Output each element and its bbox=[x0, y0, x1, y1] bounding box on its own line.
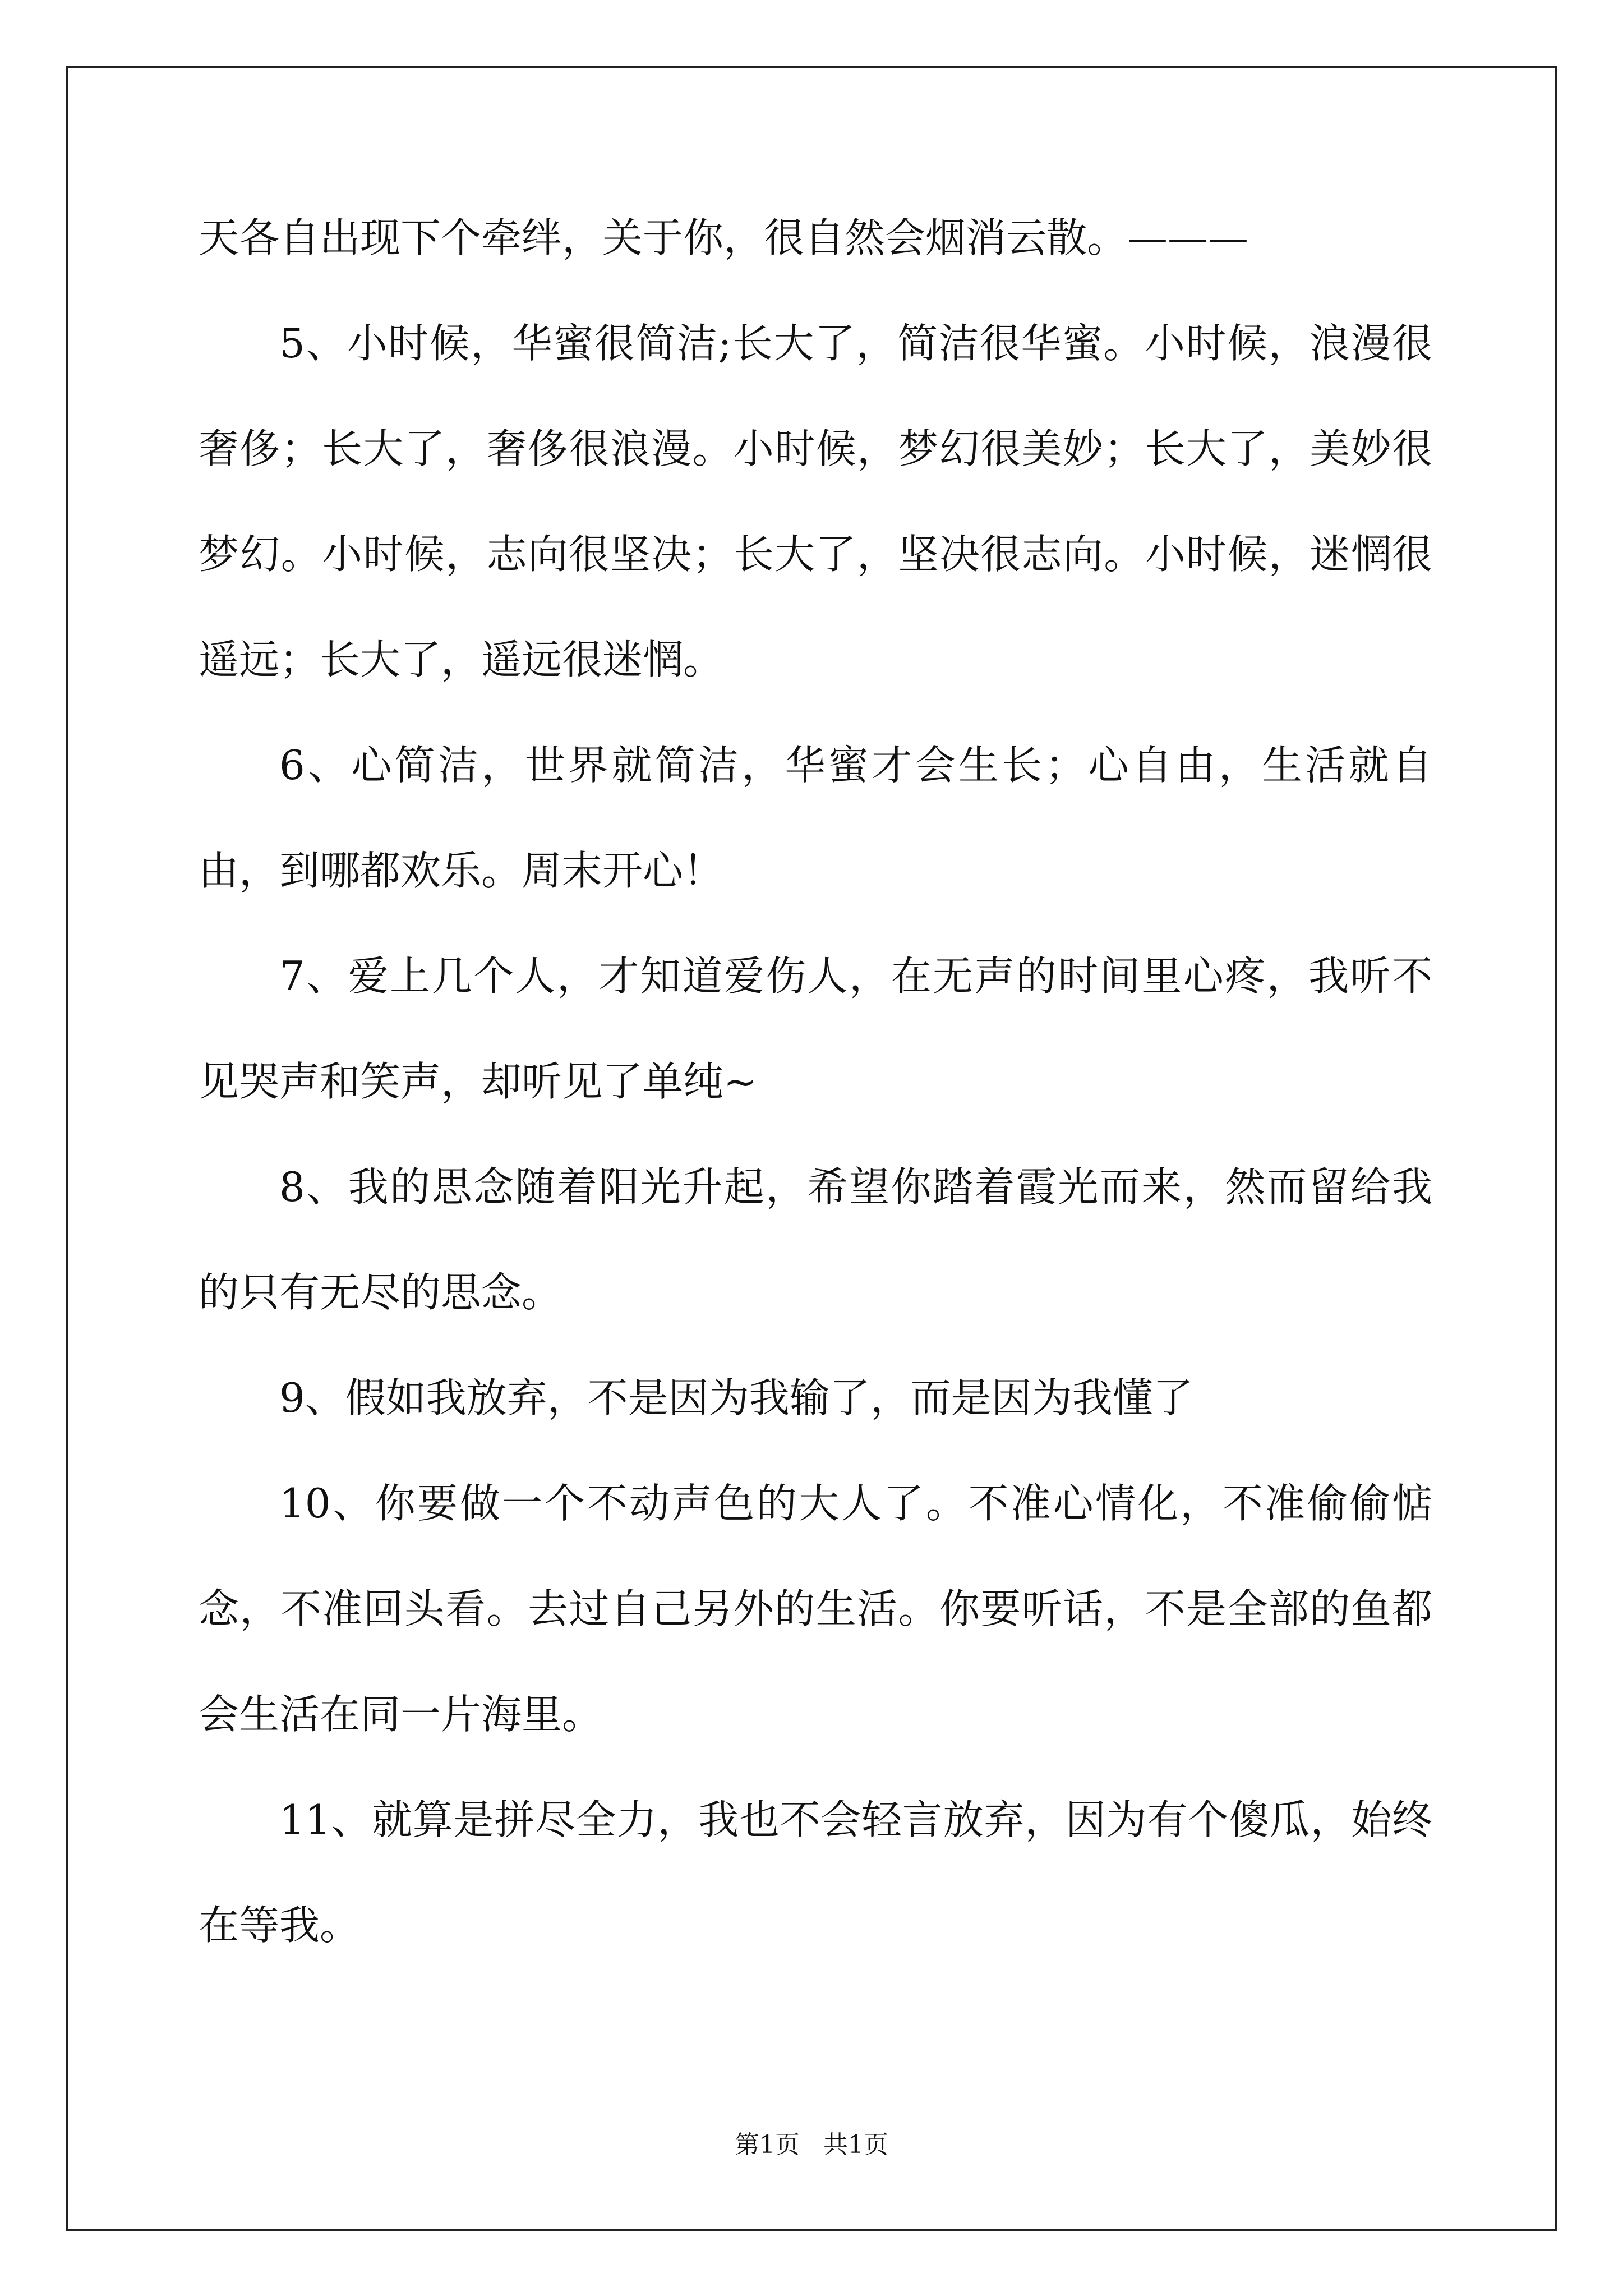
paragraph-continuation: 天各自出现下个牵绊，关于你，很自然会烟消云散。——— bbox=[199, 214, 1249, 261]
paragraph-item-5: 5、小时候，华蜜很简洁;长大了，简洁很华蜜。小时候，浪漫很奢侈；长大了，奢侈很浪漫。小时候，梦幻很美妙；长大了，美妙很梦幻。小时候，志向很坚决；长大了，坚决很志向。小时候，迷惘很遥远；长大了，遥远很迷惘。 bbox=[199, 320, 1432, 683]
paragraph-item-7: 7、爱上几个人，才知道爱伤人，在无声的时间里心疼，我听不见哭声和笑声，却听见了单纯~ bbox=[199, 953, 1432, 1105]
page-footer: 第1页 共1页 bbox=[735, 2131, 888, 2159]
paragraph-item-10: 10、你要做一个不动声色的大人了。不准心情化，不准偷偷惦念，不准回头看。去过自己另外的生活。你要听话，不是全部的鱼都会生活在同一片海里。 bbox=[199, 1480, 1432, 1738]
paragraph-item-9: 9、假如我放弃，不是因为我输了，而是因为我懂了 bbox=[279, 1374, 1193, 1421]
paragraph-item-11: 11、就算是拼尽全力，我也不会轻言放弃，因为有个傻瓜，始终在等我。 bbox=[199, 1796, 1432, 1949]
document-body bbox=[199, 185, 1432, 1978]
paragraph-item-8: 8、我的思念随着阳光升起，希望你踏着霞光而来，然而留给我的只有无尽的思念。 bbox=[199, 1163, 1432, 1316]
paragraph-item-6: 6、心简洁，世界就简洁，华蜜才会生长；心自由，生活就自由，到哪都欢乐。周末开心！ bbox=[199, 742, 1432, 894]
